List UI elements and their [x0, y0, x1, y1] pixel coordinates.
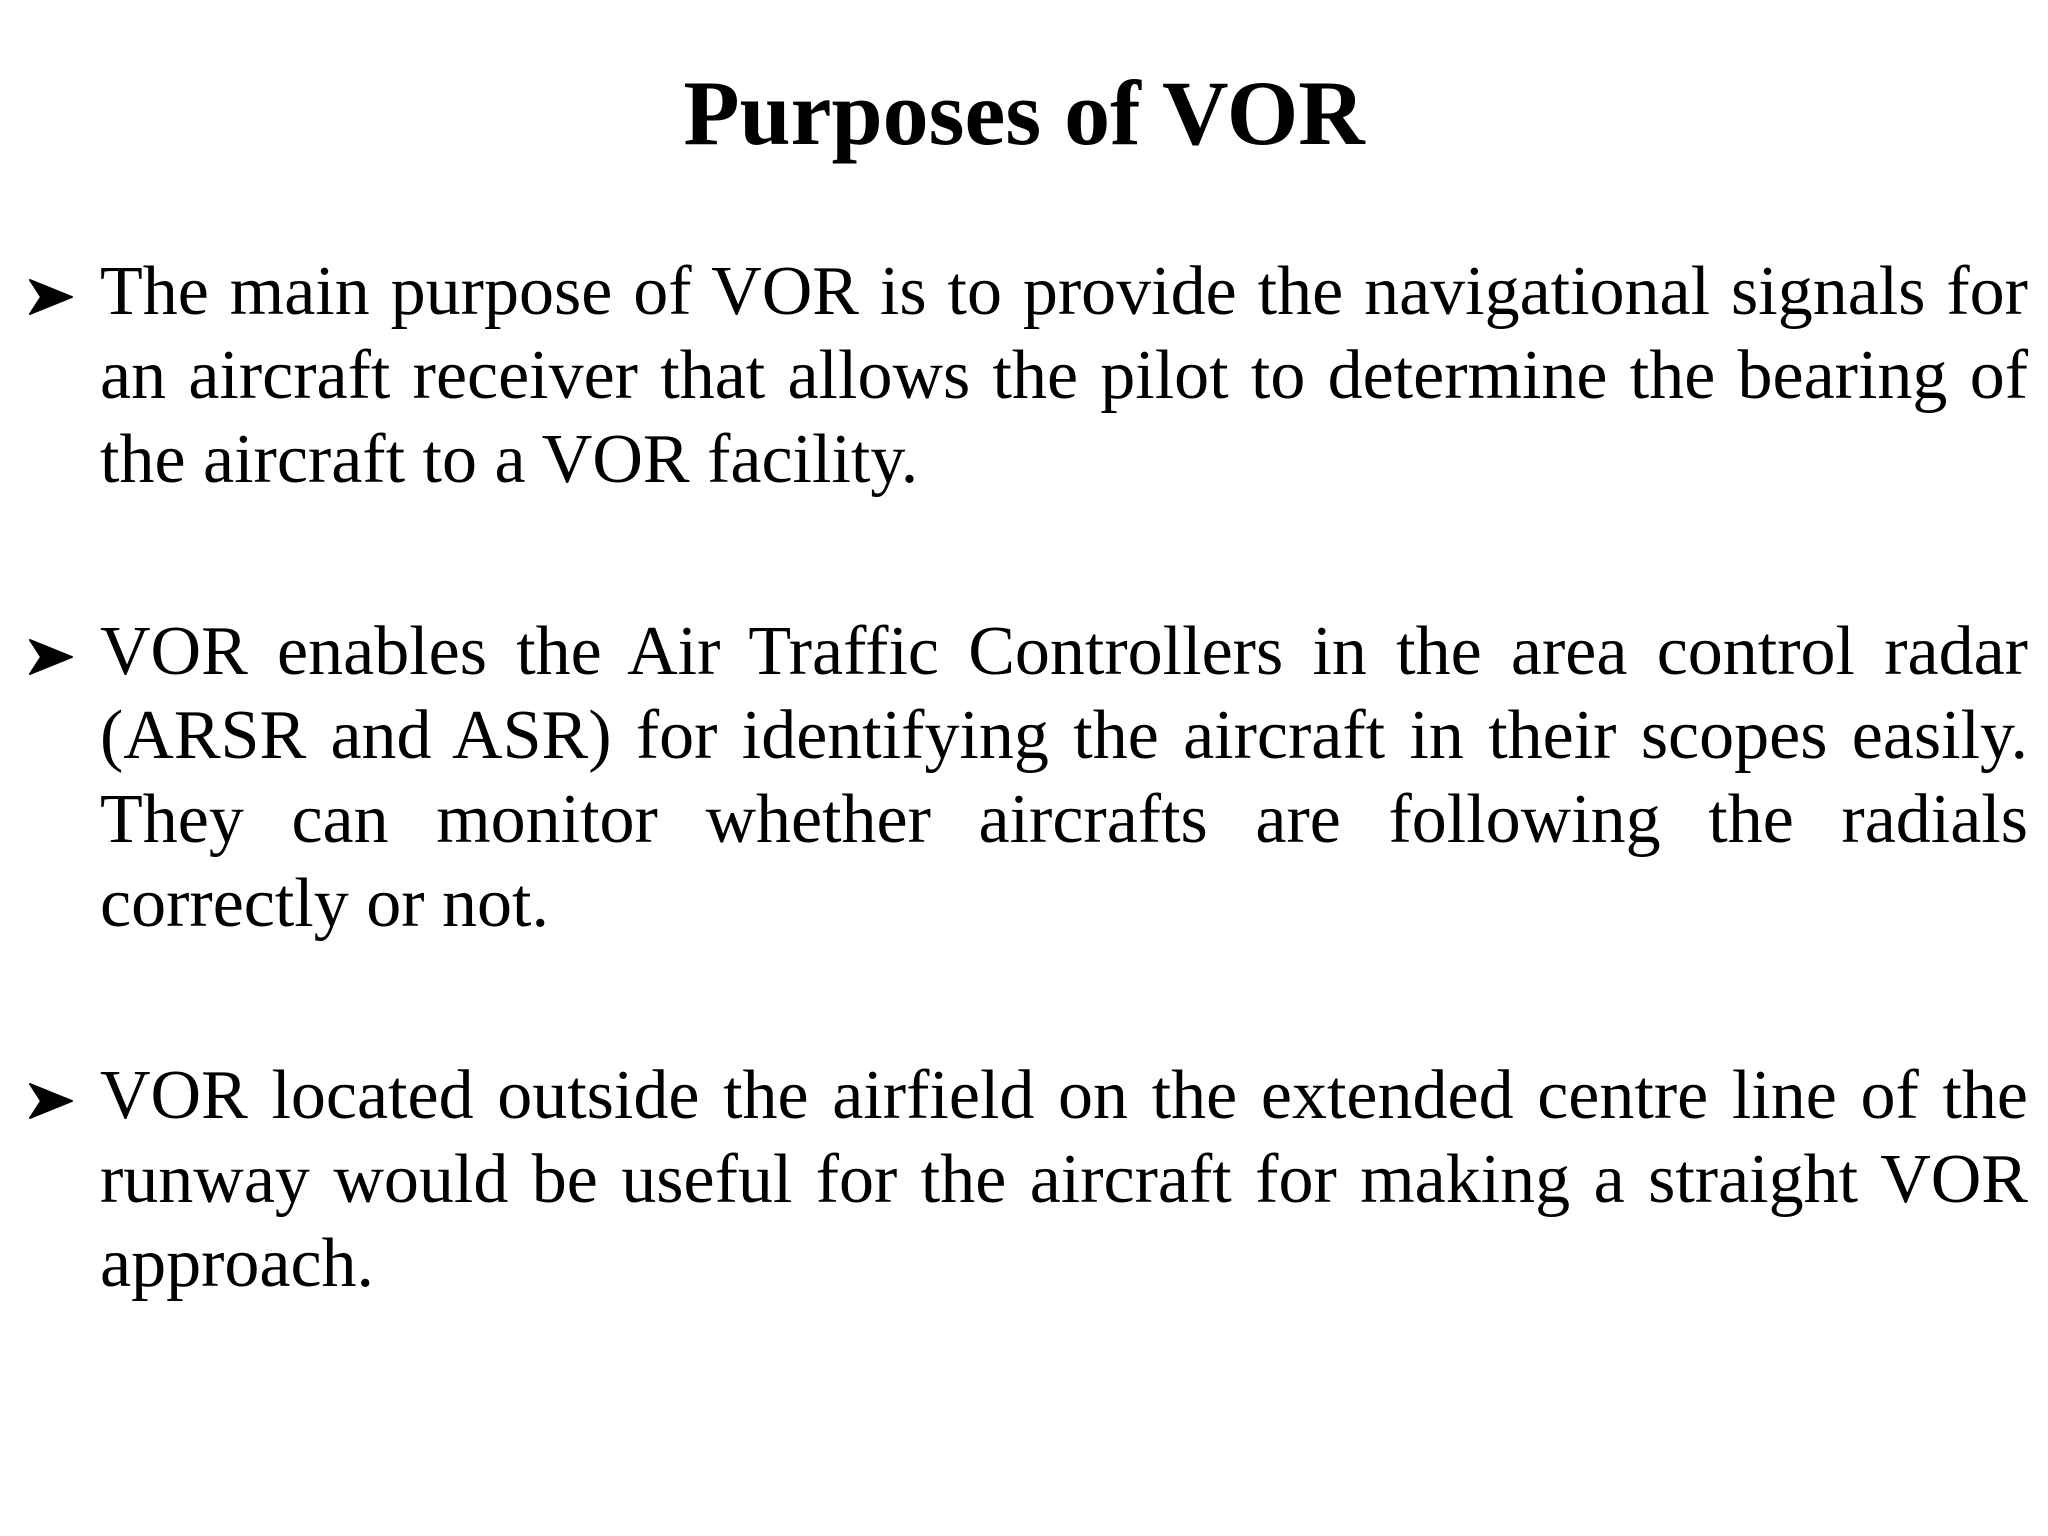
bullet-item [28, 610, 2028, 946]
bullet-item [28, 1054, 2028, 1306]
bullet-text: VOR located outside the airfield on the extended centre line of the runway would be useful for the aircraft for making a straight VOR approach. [100, 1057, 2028, 1302]
bullet-item [28, 250, 2028, 502]
bullet-list [28, 250, 2028, 1306]
bullet-text: The main purpose of VOR is to provide the navigational signals for an aircraft receiver that allows the pilot to determine the bearing of the aircraft to a VOR facility. [100, 253, 2028, 498]
arrowhead-bullet-icon [28, 1082, 74, 1120]
arrowhead-bullet-icon [28, 638, 74, 676]
bullet-text: VOR enables the Air Traffic Controllers in the area control radar (ARSR and ASR) for identifying the aircraft in their scopes easily. They can monitor whether aircrafts are following the radials correctly or not. [100, 613, 2028, 942]
slide-title: Purposes of VOR [683, 62, 1365, 164]
arrowhead-bullet-icon [28, 278, 74, 316]
